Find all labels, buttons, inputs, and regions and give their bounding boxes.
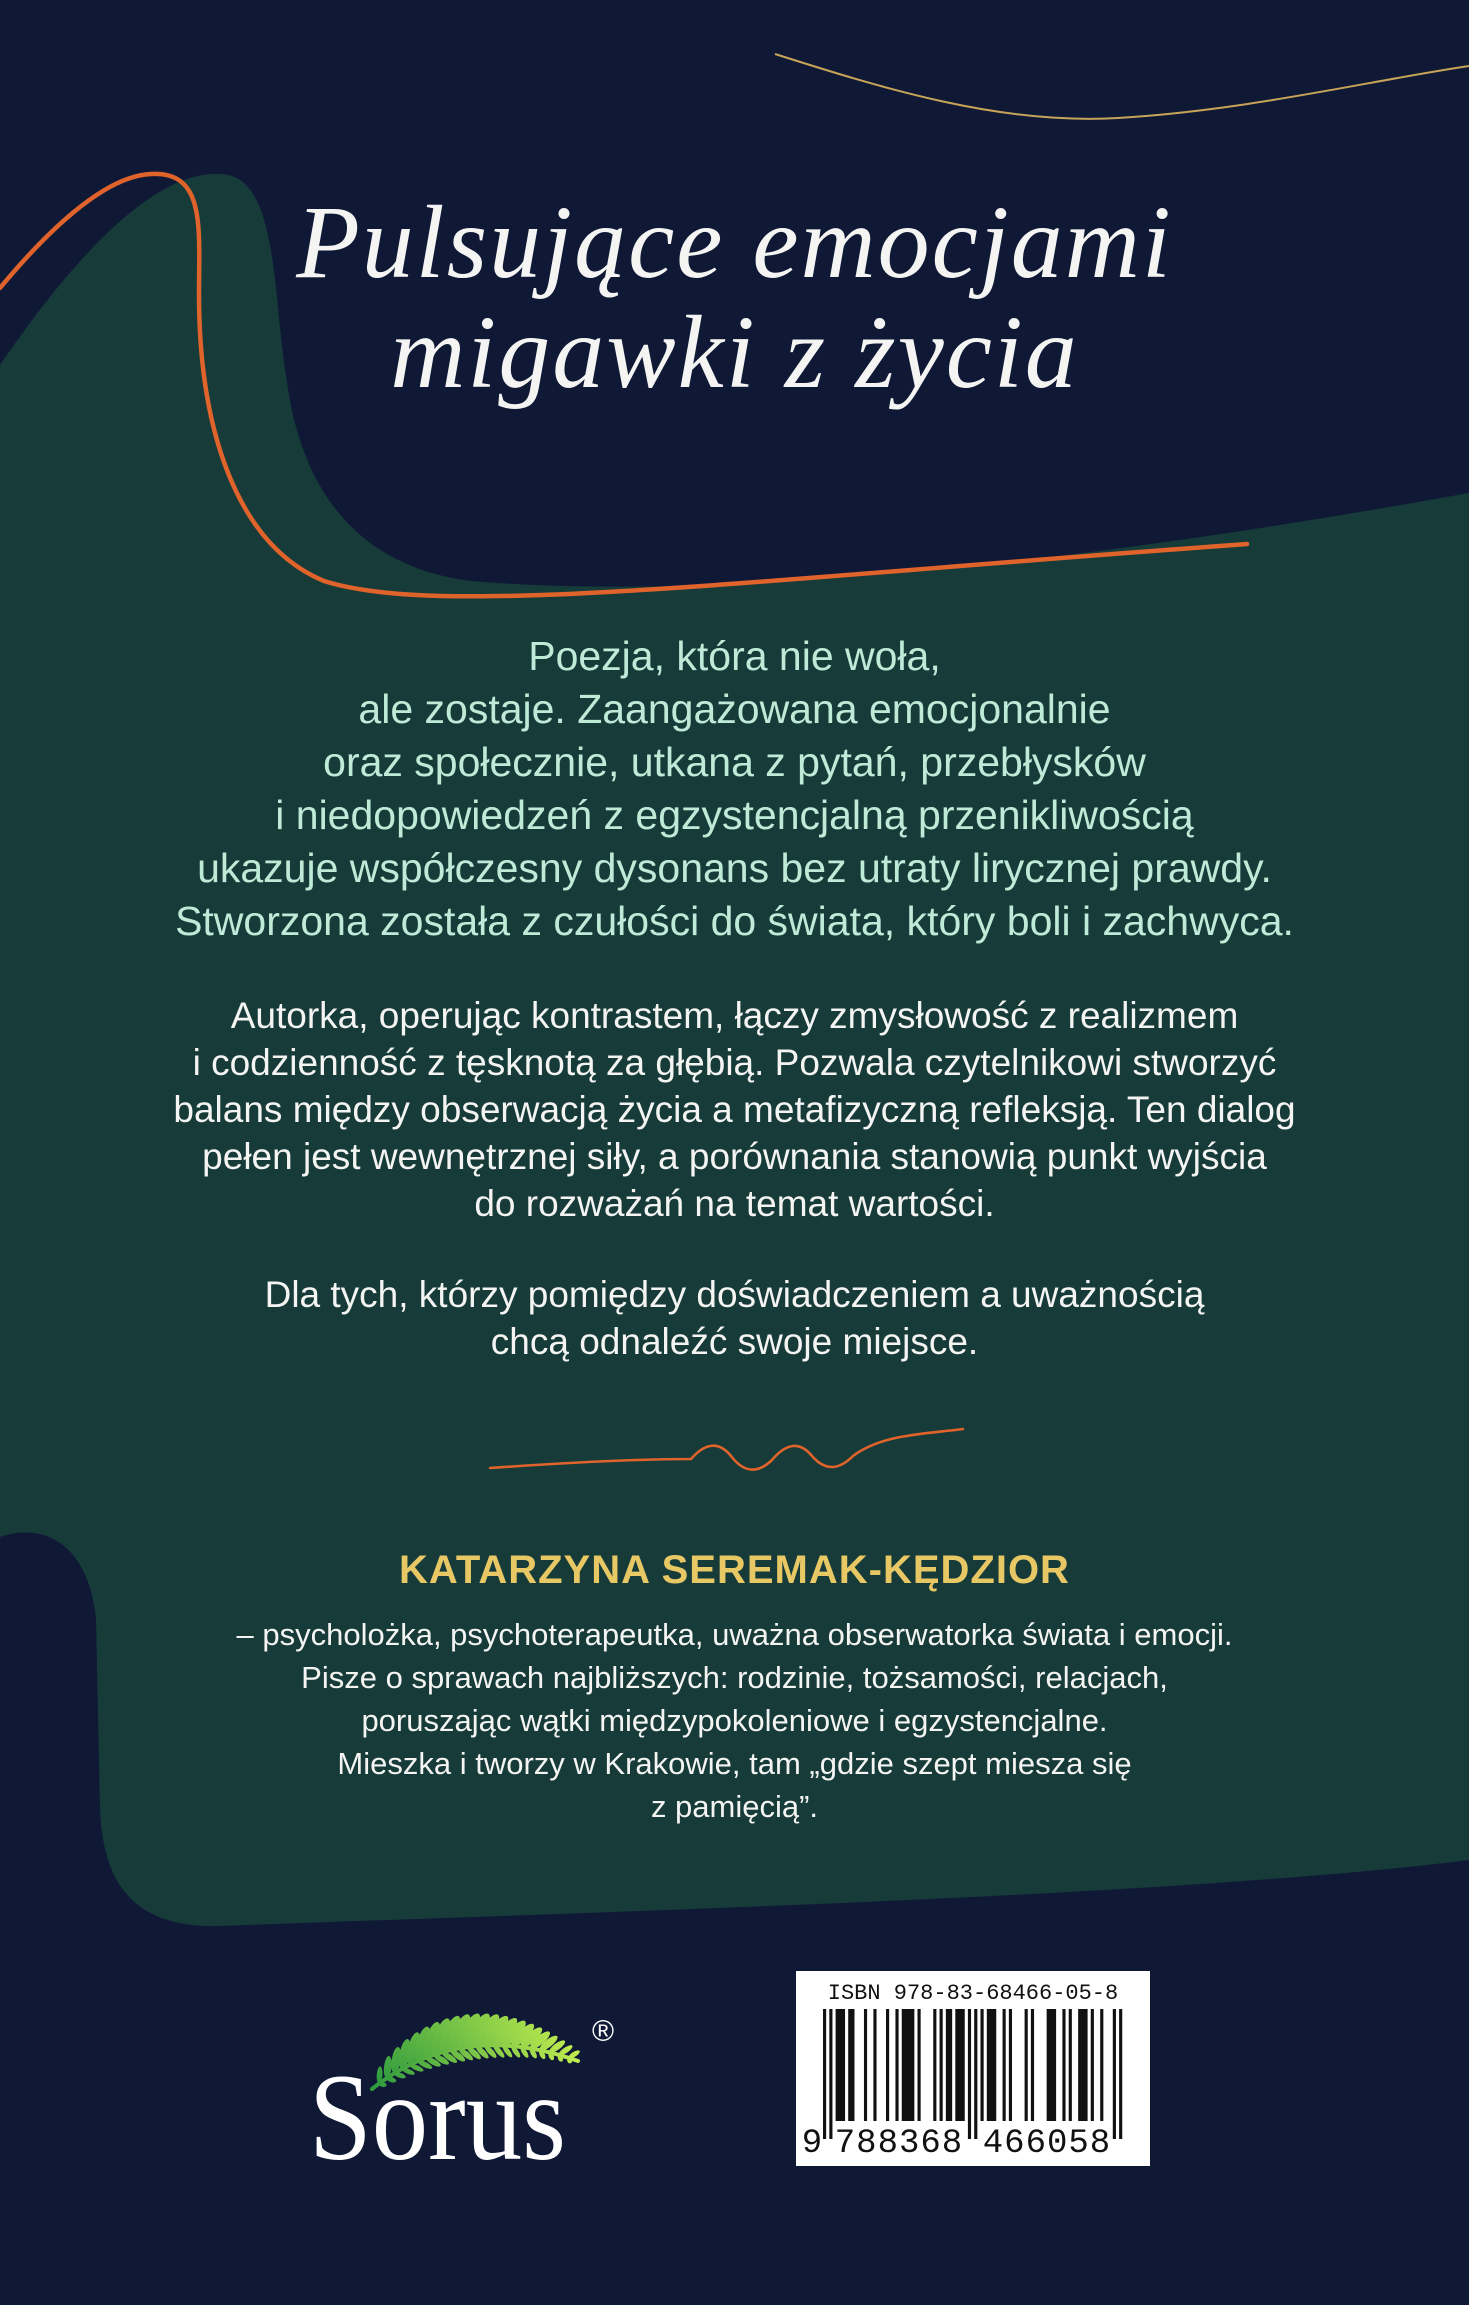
blurb-paragraph [0,630,1469,948]
barcode-bar [836,2009,845,2121]
barcode-bar [895,2009,898,2121]
registered-mark: ® [591,2015,615,2048]
blurb-line: oraz społecznie, utkana z pytań, przebłysków [323,739,1146,785]
author-bio [0,1613,1469,1828]
barcode-graphic [796,1971,1150,2166]
barcode-bar [848,2009,854,2121]
description-line: i codzienność z tęsknotą za głębią. Pozwala czytelnikowi stworzyć [192,1042,1277,1083]
description-paragraph [0,992,1469,1227]
barcode-bars [823,2009,1122,2139]
blurb-line: ukazuje współczesny dysonans bez utraty lirycznej prawdy. [197,845,1272,891]
barcode-bar [981,2009,984,2121]
barcode-guard-bar [823,2009,826,2139]
barcode-bar [864,2009,867,2121]
barcode-guard-bar [1119,2009,1122,2139]
ean-first-digit: 9 [801,2125,823,2163]
barcode-bar [886,2009,889,2121]
blurb-line: i niedopowiedzeń z egzystencjalną przenikliwością [275,792,1194,838]
barcode-bar [902,2009,915,2121]
barcode-bar [1047,2009,1056,2121]
barcode-bar [933,2009,936,2121]
ean-right-group: 466058 [982,2125,1112,2163]
description-line: balans między obserwacją życia a metafizyczną refleksją. Ten dialog [173,1089,1296,1130]
isbn-label: ISBN 978-83-68466-05-8 [827,1981,1119,2006]
bio-line: Pisze o sprawach najbliższych: rodzinie, tożsamości, relacjach, [301,1660,1168,1695]
barcode-guard-bar [974,2009,977,2139]
barcode-bar [946,2009,952,2121]
blurb-line: Stworzona została z czułości do świata, który boli i zachwyca. [175,898,1294,944]
bio-line: Mieszka i tworzy w Krakowie, tam „gdzie szept miesza się [337,1746,1132,1781]
closing-line: chcą odnaleźć swoje miejsce. [490,1321,979,1362]
publisher-logo-text: Sorus [309,2049,566,2175]
bio-line: z pamięcią”. [650,1789,819,1824]
barcode-bar [1009,2009,1012,2121]
barcode-bar [1078,2009,1087,2121]
barcode-guard-bar [968,2009,971,2139]
barcode-bar [955,2009,964,2121]
bio-line: – psycholożka, psychoterapeutka, uważna obserwatorka świata i emocji. [236,1617,1233,1652]
author-name: KATARZYNA SEREMAK-KĘDZIOR [399,1548,1070,1592]
barcode-bar [1100,2009,1103,2121]
barcode-guard-bar [829,2009,832,2139]
barcode-guard-bar [1113,2009,1116,2139]
barcode-bar [1003,2009,1006,2121]
barcode-bar [1069,2009,1072,2121]
barcode-bar [1062,2009,1065,2121]
blurb-line: Poezja, która nie woła, [528,633,941,679]
barcode-bar [918,2009,921,2121]
title-line: Pulsujące emocjami [296,185,1173,300]
title-line: migawki z życia [390,295,1079,410]
bio-line: poruszając wątki międzypokoleniowe i egzystencjalne. [361,1703,1108,1738]
ean-left-group: 788368 [834,2125,964,2163]
description-line: Autorka, operując kontrastem, łączy zmysłowość z realizmem [230,995,1239,1036]
barcode-bar [1091,2009,1094,2121]
barcode-bar [1025,2009,1028,2121]
closing-line: Dla tych, którzy pomiędzy doświadczeniem a uważnością [264,1274,1205,1315]
cover-title [0,185,1469,410]
closing-paragraph [0,1271,1469,1365]
barcode-bar [873,2009,876,2121]
description-line: do rozważań na temat wartości. [474,1183,995,1224]
barcode-bar [987,2009,996,2121]
barcode-bar [940,2009,943,2121]
publisher-logo [300,2005,620,2175]
barcode-bar [1031,2009,1034,2121]
blurb-line: ale zostaje. Zaangażowana emocjonalnie [358,686,1111,732]
isbn-barcode [796,1971,1150,2166]
description-line: pełen jest wewnętrznej siły, a porównania stanowią punkt wyjścia [202,1136,1267,1177]
